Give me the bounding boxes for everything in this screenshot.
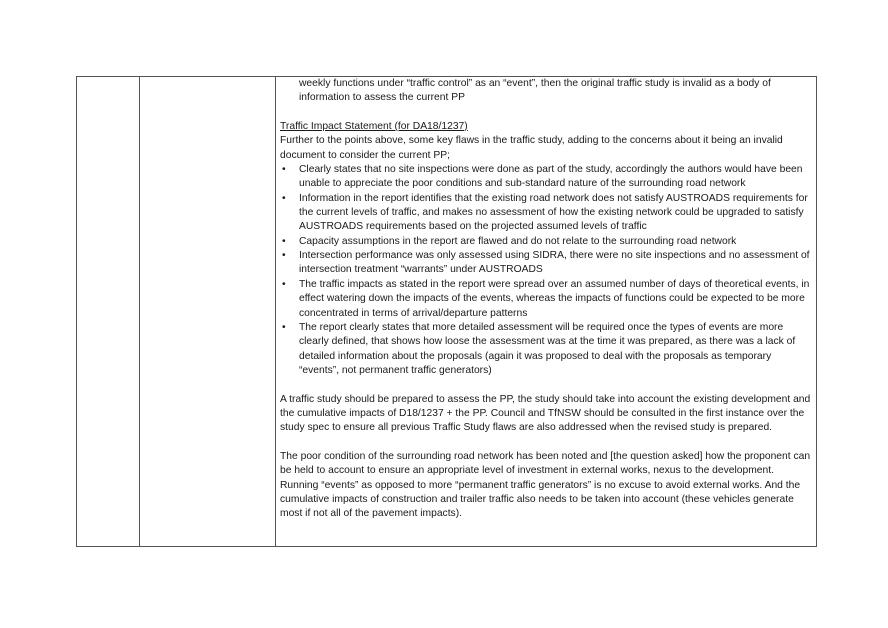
bullet-icon: •: [282, 321, 286, 333]
bullet-icon: •: [282, 164, 286, 176]
column-divider: [139, 77, 140, 546]
column-divider: [275, 77, 276, 546]
intro-paragraph: Further to the points above, some key flaws in the traffic study, adding to the concerns about it being an invalid document to consider the current PP;: [280, 135, 783, 161]
spacer: [280, 378, 813, 392]
recommendation-paragraph: A traffic study should be prepared to assess the PP, the study should take into account the existing development and the cumulative impacts of D18/1237 + the PP. Council and TfNSW should be consulted in the first instance over the study spec to ensure all previous Traffic Study flaws are also addressed when the revised study is prepared.: [280, 393, 811, 434]
bullet-icon: •: [282, 192, 286, 204]
continued-text: weekly functions under “traffic control” as an “event”, then the original traffic study is invalid as a body of information to assess the current PP: [299, 78, 771, 104]
flaws-list: [280, 163, 813, 378]
spacer: [280, 106, 813, 120]
list-item: • The traffic impacts as stated in the report were spread over an assumed number of days of theoretical events, in effect watering down the impacts of the events, whereas the impacts of functions could be expected to be more concentrated in terms of arrival/departure patterns: [282, 278, 810, 319]
list-item: • The report clearly states that more detailed assessment will be required once the types of events are more clearly defined, that shows how loose the assessment was at the time it was prepared, as there was a lack of detailed information about the proposals (again it was proposed to deal with the proposals as temporary “events”, not permanent traffic generators): [282, 321, 796, 376]
section-heading: Traffic Impact Statement (for DA18/1237): [280, 121, 468, 133]
bullet-icon: •: [282, 250, 286, 262]
response-cell: [280, 77, 813, 522]
list-item: • Intersection performance was only assessed using SIDRA, there were no site inspections and no assessment of intersection treatment “warrants” under AUSTROADS: [282, 250, 810, 276]
bullet-icon: •: [282, 278, 286, 290]
bullet-icon: •: [282, 235, 286, 247]
list-item: • Clearly states that no site inspections were done as part of the study, accordingly the authors would have been unable to appreciate the poor conditions and sub-standard nature of the surrounding road network: [282, 164, 803, 190]
road-condition-paragraph: The poor condition of the surrounding road network has been noted and [the question asked] how the proponent can be held to account to ensure an appropriate level of investment in external works, nexus to the development. Running “events” as opposed to more “permanent traffic generators” is no excuse to avoid external works. And the cumulative impacts of construction and trailer traffic also needs to be taken into account (these vehicles generate most if not all of the pavement impacts).: [280, 450, 811, 520]
list-item: • Capacity assumptions in the report are flawed and do not relate to the surrounding road network: [280, 235, 813, 249]
list-item: • Information in the report identifies that the existing road network does not satisfy AUSTROADS requirements for the current levels of traffic, and makes no assessment of how the existing network could be upgraded to satisfy AUSTROADS requirements based on the projected assumed levels of traffic: [282, 192, 808, 233]
spacer: [280, 436, 813, 450]
submission-table: [76, 76, 817, 547]
